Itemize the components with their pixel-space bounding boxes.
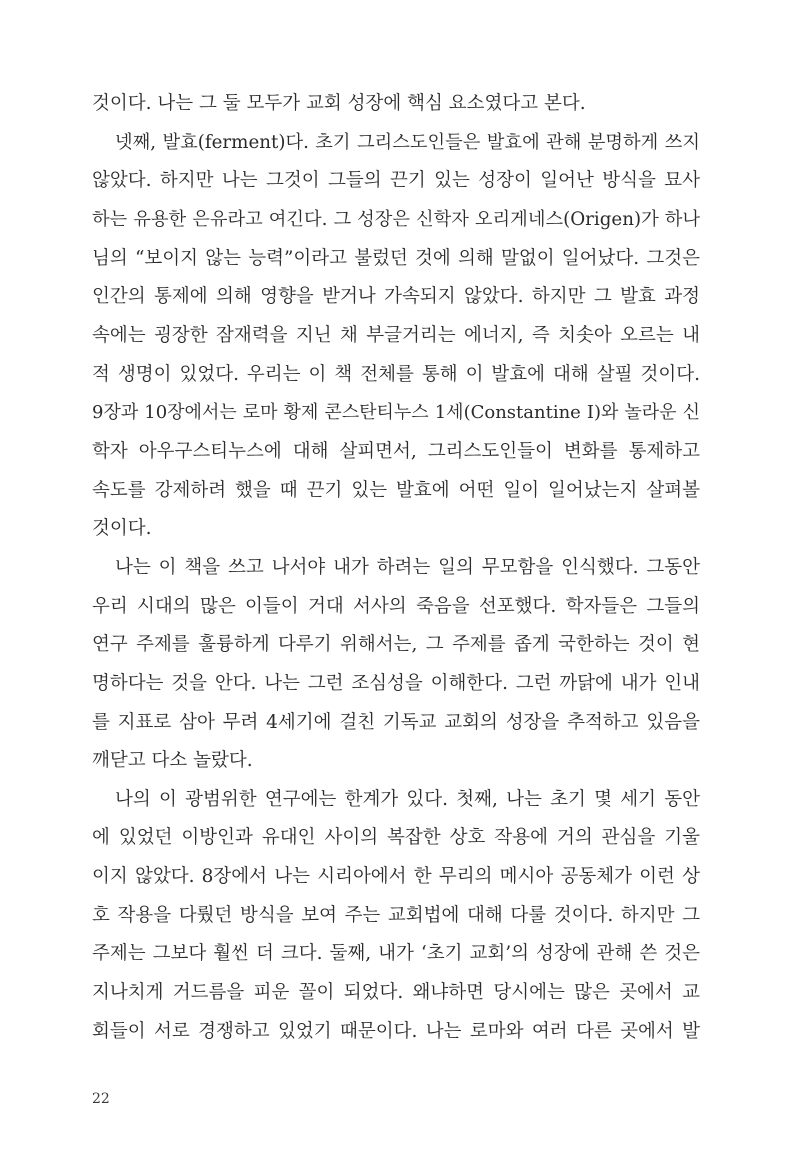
text-line: 명하다는 것을 안다. 나는 그런 조심성을 이해한다. 그런 까닭에 내가 인내 bbox=[92, 672, 700, 694]
text-line: 속도를 강제하려 했을 때 끈기 있는 발효에 어떤 일이 일어났는지 살펴볼 bbox=[92, 479, 700, 501]
text-line: 호 작용을 다뤘던 방식을 보여 주는 교회법에 대해 다룰 것이다. 하지만 그 bbox=[92, 904, 700, 926]
text-line: 나의 이 광범위한 연구에는 한계가 있다. 첫째, 나는 초기 몇 세기 동안 bbox=[115, 788, 700, 810]
text-line: 않았다. 하지만 나는 그것이 그들의 끈기 있는 성장이 일어난 방식을 묘사 bbox=[92, 170, 700, 192]
text-line: 속에는 굉장한 잠재력을 지닌 채 부글거리는 에너지, 즉 치솟아 오르는 내 bbox=[92, 324, 700, 346]
text-line: 깨닫고 다소 놀랐다. bbox=[92, 750, 253, 772]
paragraph bbox=[92, 781, 700, 1052]
text-line: 연구 주제를 훌륭하게 다루기 위해서는, 그 주제를 좁게 국한하는 것이 현 bbox=[92, 634, 700, 656]
text-line: 우리 시대의 많은 이들이 거대 서사의 죽음을 선포했다. 학자들은 그들의 bbox=[92, 595, 700, 617]
text-line: 주제는 그보다 훨씬 더 크다. 둘째, 내가 ‘초기 교회’의 성장에 관해 쓴 것은 bbox=[92, 943, 700, 965]
text-line: 님의 “보이지 않는 능력”이라고 불렀던 것에 의해 말없이 일어났다. 그것은 bbox=[92, 247, 700, 269]
paragraph bbox=[92, 85, 700, 124]
page-number: 22 bbox=[92, 1091, 110, 1107]
text-line: 넷째, 발효(ferment)다. 초기 그리스도인들은 발효에 관해 분명하게 쓰지 bbox=[115, 131, 700, 153]
text-line: 인간의 통제에 의해 영향을 받거나 가속되지 않았다. 하지만 그 발효 과정 bbox=[92, 286, 700, 308]
text-line: 적 생명이 있었다. 우리는 이 책 전체를 통해 이 발효에 대해 살필 것이다. bbox=[92, 363, 700, 385]
paragraph bbox=[92, 549, 700, 781]
text-line: 이지 않았다. 8장에서 나는 시리아에서 한 무리의 메시아 공동체가 이런 상 bbox=[92, 866, 700, 888]
text-line: 것이다. 나는 그 둘 모두가 교회 성장에 핵심 요소였다고 본다. bbox=[92, 93, 586, 114]
body-text bbox=[92, 85, 700, 1051]
text-line: 에 있었던 이방인과 유대인 사이의 복잡한 상호 작용에 거의 관심을 기울 bbox=[92, 827, 700, 849]
paragraph bbox=[92, 124, 700, 549]
text-line: 것이다. bbox=[92, 518, 152, 540]
text-line: 지나치게 거드름을 피운 꼴이 되었다. 왜냐하면 당시에는 많은 곳에서 교 bbox=[92, 982, 700, 1004]
text-line: 학자 아우구스티누스에 대해 살피면서, 그리스도인들이 변화를 통제하고 bbox=[92, 440, 700, 462]
text-line: 나는 이 책을 쓰고 나서야 내가 하려는 일의 무모함을 인식했다. 그동안 bbox=[115, 556, 700, 578]
text-line: 하는 유용한 은유라고 여긴다. 그 성장은 신학자 오리게네스(Origen)가 하나 bbox=[92, 208, 700, 230]
text-line: 를 지표로 삼아 무려 4세기에 걸친 기독교 교회의 성장을 추적하고 있음을 bbox=[92, 711, 700, 733]
text-line: 회들이 서로 경쟁하고 있었기 때문이다. 나는 로마와 여러 다른 곳에서 발 bbox=[92, 1020, 700, 1042]
text-line: 9장과 10장에서는 로마 황제 콘스탄티누스 1세(Constantine I)와 놀라운 신 bbox=[92, 402, 700, 424]
